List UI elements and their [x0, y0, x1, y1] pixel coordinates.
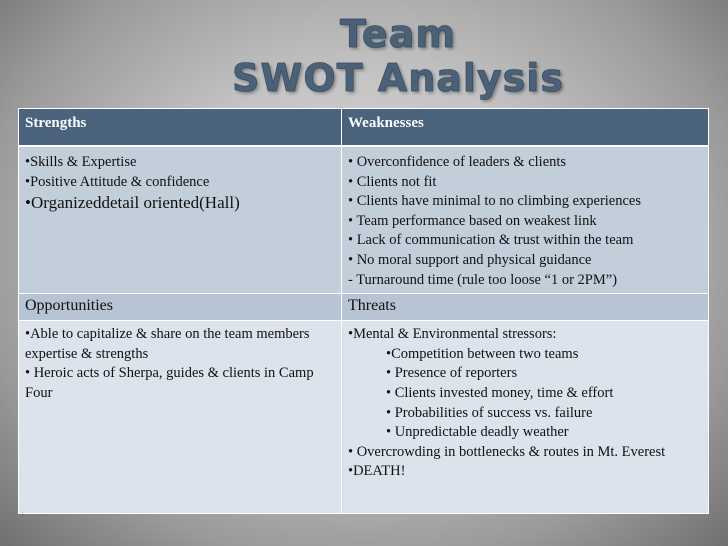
opportunities-threats-row: [19, 321, 709, 514]
opportunities-cell: [19, 321, 342, 514]
threat-item: •Competition between two teams: [386, 345, 579, 362]
weakness-item: • No moral support and physical guidance: [348, 251, 592, 268]
threat-item: • Presence of reporters: [386, 365, 518, 382]
threat-item: •DEATH!: [348, 463, 406, 480]
strength-item: •Skills & Expertise: [25, 154, 137, 170]
threats-header: Threats: [342, 294, 709, 321]
weaknesses-header: Weaknesses: [342, 109, 709, 147]
slide-title-line-1: Team: [340, 12, 456, 56]
swot-table: [18, 108, 709, 514]
threat-item: • Probabilities of success vs. failure: [386, 404, 593, 421]
weakness-item: • Team performance based on weakest link: [348, 212, 597, 229]
opportunities-header: Opportunities: [19, 294, 342, 321]
strengths-cell: [19, 146, 342, 294]
weakness-item: • Lack of communication & trust within the team: [348, 232, 634, 249]
threat-item: • Unpredictable deadly weather: [386, 424, 569, 441]
weaknesses-cell: [342, 146, 709, 294]
weakness-item: - Turnaround time (rule too loose “1 or 2PM”): [348, 271, 618, 288]
weakness-item: • Overconfidence of leaders & clients: [348, 154, 567, 170]
threat-item: • Clients invested money, time & effort: [386, 384, 614, 401]
strength-item: •Organizeddetail oriented(Hall): [25, 193, 240, 213]
opportunity-item: • Heroic acts of Sherpa, guides & clients in Camp Four: [25, 365, 314, 401]
opportunity-item: •Able to capitalize & share on the team members expertise & strengths: [25, 326, 310, 362]
weakness-item: • Clients not fit: [348, 173, 437, 190]
strengths-header: Strengths: [19, 109, 342, 147]
opportunities-threats-header-row: [19, 294, 709, 321]
threats-cell: [342, 321, 709, 514]
header-row: [19, 109, 709, 147]
threat-item: •Mental & Environmental stressors:: [348, 326, 557, 343]
threat-item: • Overcrowding in bottlenecks & routes in Mt. Everest: [348, 443, 666, 460]
slide-title-line-2: SWOT Analysis: [232, 56, 564, 100]
weakness-item: • Clients have minimal to no climbing experiences: [348, 193, 641, 210]
strengths-weaknesses-row: [19, 146, 709, 294]
strength-item: •Positive Attitude & confidence: [25, 173, 210, 190]
